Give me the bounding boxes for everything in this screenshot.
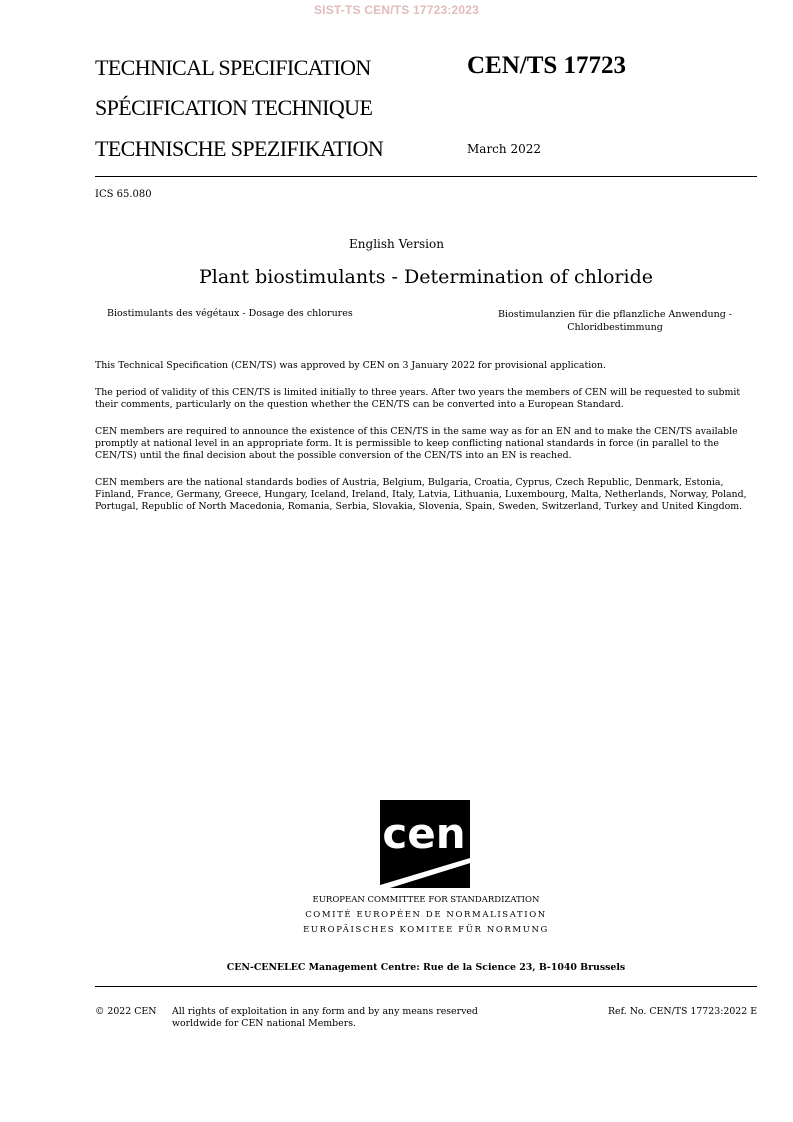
- spec-title-fr: SPÉCIFICATION TECHNIQUE: [95, 95, 373, 120]
- org-name-fr: COMITÉ EUROPÉEN DE NORMALISATION: [305, 910, 547, 920]
- cen-logo: [380, 800, 480, 888]
- management-centre-address: CEN-CENELEC Management Centre: Rue de la Science 23, B-1040 Brussels: [226, 962, 626, 973]
- title-german: [478, 308, 752, 334]
- title-german-line2: Chloridbestimmung: [567, 322, 663, 333]
- rights-line1: All rights of exploitation in any form and by any means reserved: [172, 1006, 478, 1017]
- org-name-en: EUROPEAN COMMITTEE FOR STANDARDIZATION: [312, 895, 540, 905]
- watermark: SIST-TS CEN/TS 17723:2023: [313, 3, 480, 17]
- language-version: English Version: [349, 237, 444, 251]
- header-divider: [95, 176, 757, 177]
- title-french: Biostimulants des végétaux - Dosage des chlorures: [107, 308, 353, 319]
- document-title: Plant biostimulants - Determination of chloride: [198, 266, 653, 288]
- document-number: CEN/TS 17723: [467, 52, 627, 79]
- title-german-line1: Biostimulanzien für die pflanzliche Anwendung -: [497, 309, 733, 320]
- announcement-paragraph: CEN members are required to announce the existence of this CEN/TS in the same way as for an EN and to make the CEN/TS available promptly at national level in an appropriate form. It is permissible to keep conflicting national standards in force (in parallel to the CEN/TS) until the final decision about the possible conversion of the CEN/TS into an EN is reached.: [95, 426, 738, 461]
- copyright: © 2022 CEN: [95, 1006, 157, 1017]
- reference-number: Ref. No. CEN/TS 17723:2022 E: [608, 1006, 758, 1017]
- members-paragraph: CEN members are the national standards bodies of Austria, Belgium, Bulgaria, Croatia, Cyprus, Czech Republic, Denmark, Estonia, Finland, France, Germany, Greece, Hungary, Iceland, Ireland, Italy, Latvia, Lithuania, Luxembourg, Malta, Netherlands, Norway, Poland, Portugal, Republic of North Macedonia, Romania, Serbia, Slovakia, Slovenia, Spain, Sweden, Switzerland, Turkey and United Kingdom.: [95, 477, 747, 512]
- validity-paragraph: The period of validity of this CEN/TS is limited initially to three years. After two years the members of CEN will be requested to submit their comments, particularly on the question whether the CEN/TS can be converted into a European Standard.: [95, 387, 741, 410]
- spec-title-de: TECHNISCHE SPEZIFIKATION: [95, 136, 384, 161]
- footer-divider: [95, 986, 757, 987]
- ics-code: ICS 65.080: [95, 189, 152, 200]
- rights-notice: [172, 1006, 478, 1030]
- spec-title-en: TECHNICAL SPECIFICATION: [95, 55, 371, 80]
- rights-line2: worldwide for CEN national Members.: [172, 1018, 356, 1029]
- publication-date: March 2022: [467, 142, 541, 156]
- org-name-de: EUROPÄISCHES KOMITEE FÜR NORMUNG: [303, 925, 549, 935]
- cen-logo-text: cen: [382, 809, 466, 858]
- approval-paragraph: This Technical Specification (CEN/TS) was approved by CEN on 3 January 2022 for provisional application.: [95, 360, 606, 371]
